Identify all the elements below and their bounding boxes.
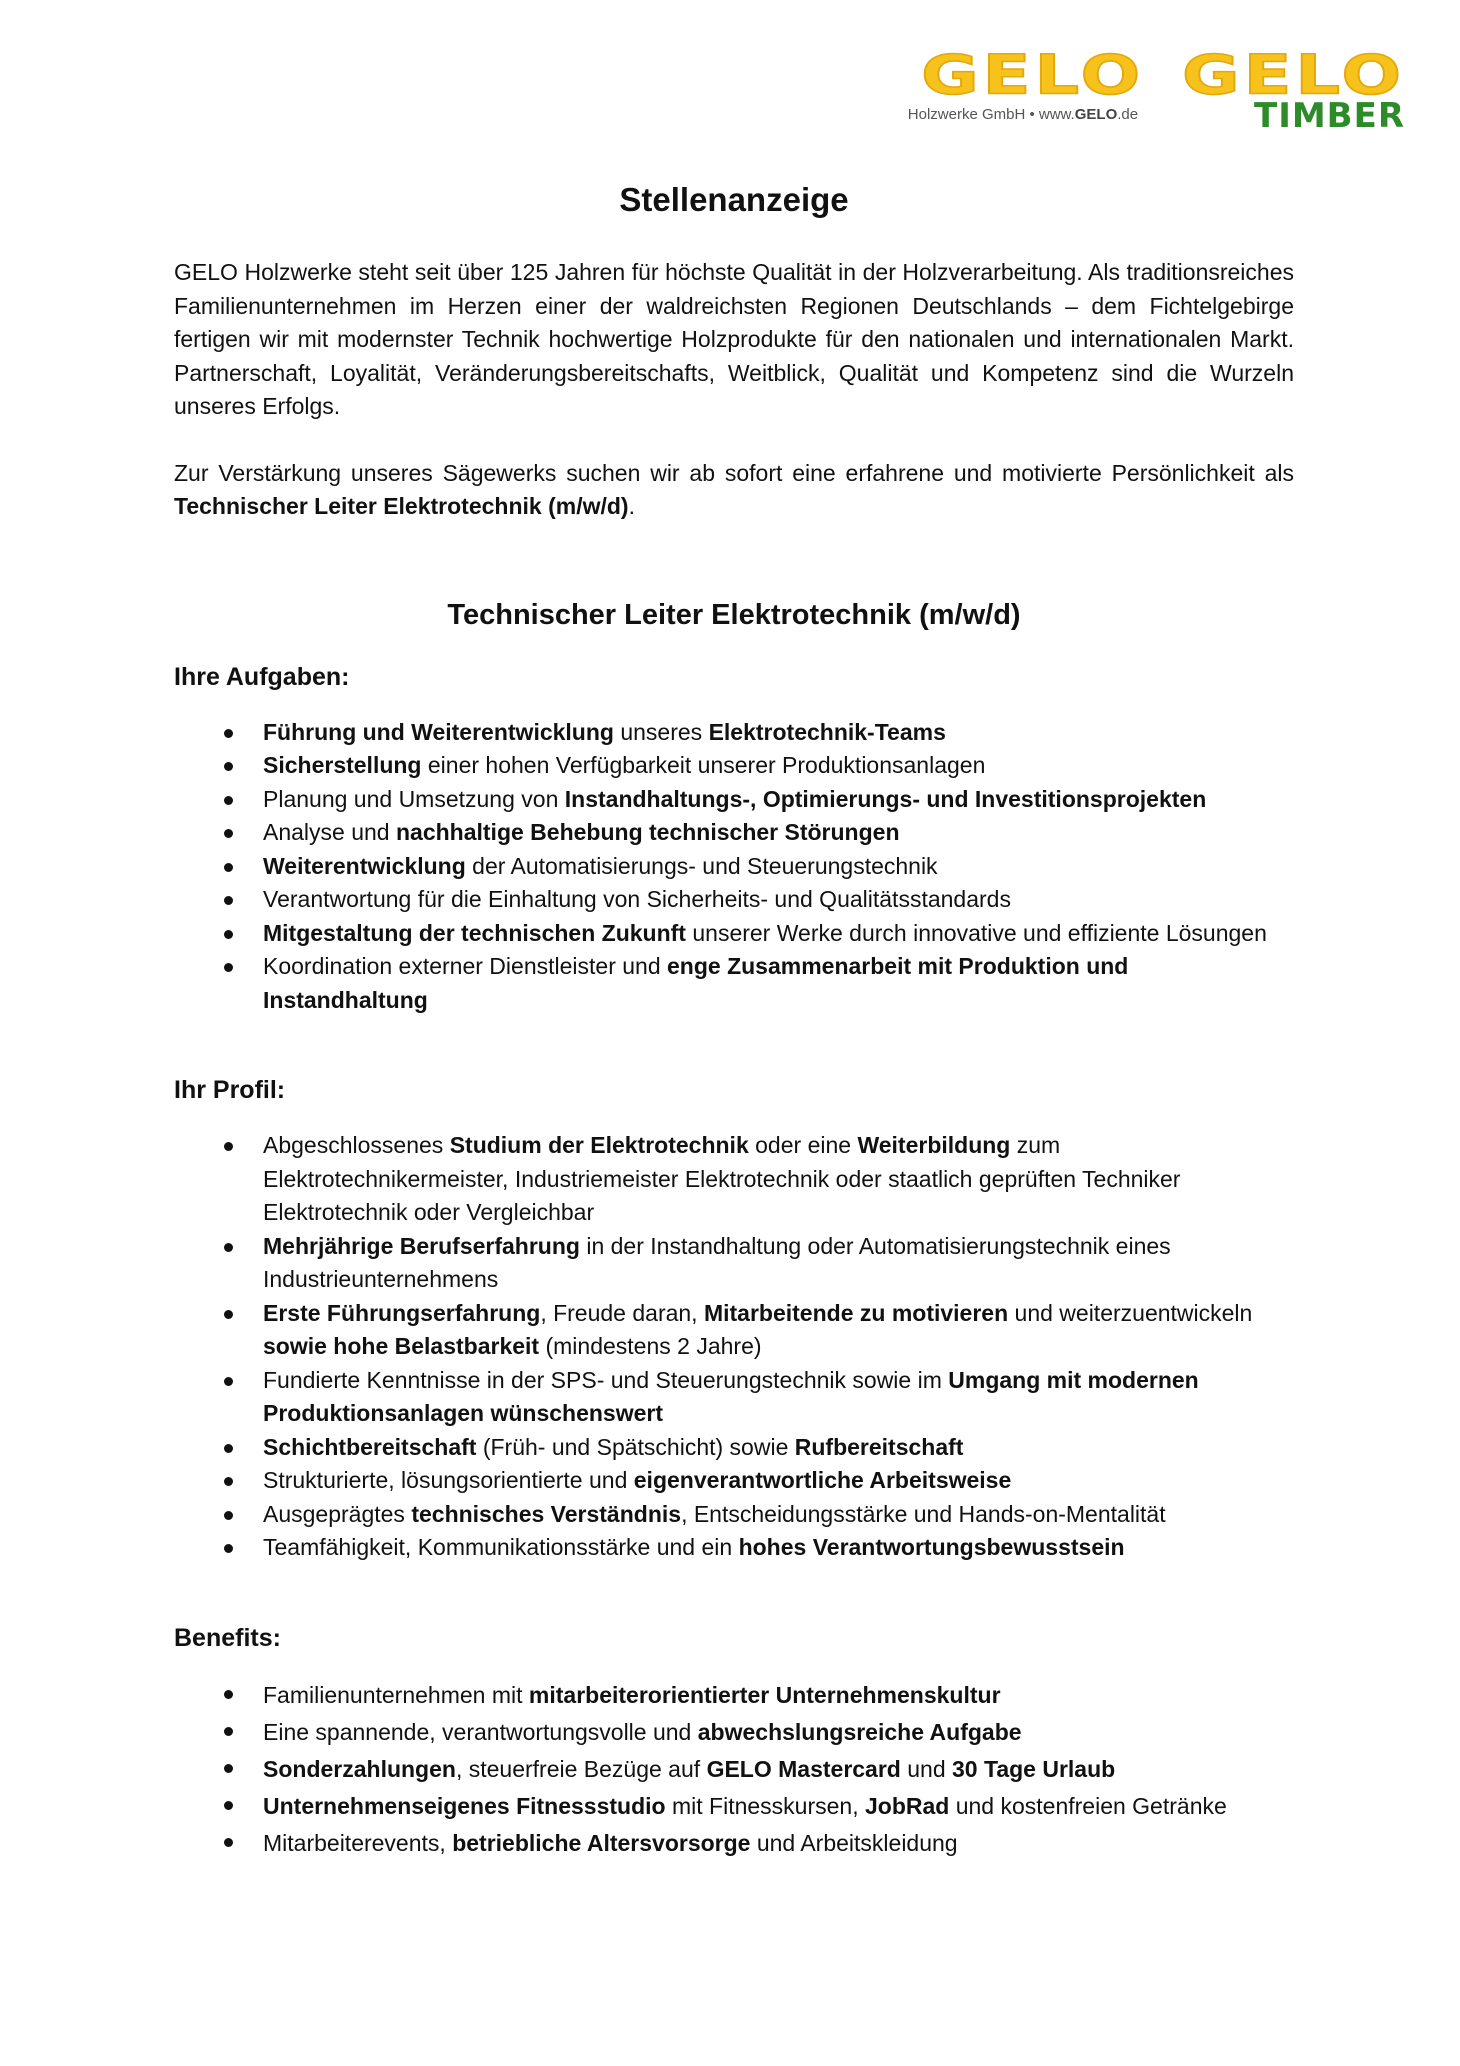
list-item bbox=[174, 1297, 1294, 1364]
list-item bbox=[174, 950, 1294, 1017]
header-logos bbox=[907, 42, 1405, 136]
text-run: Teamfähigkeit, Kommunikationsstärke und ein bbox=[263, 1534, 739, 1560]
list-item bbox=[174, 850, 1294, 884]
list-item bbox=[174, 1825, 1294, 1862]
bold-text: abwechslungsreiche Aufgabe bbox=[697, 1718, 1022, 1745]
text-run: der Automatisierungs- und Steuerungstechnik bbox=[465, 852, 938, 879]
text-run: mit Fitnesskursen, bbox=[665, 1792, 865, 1819]
bold-text: nachhaltige Behebung technischer Störungen bbox=[395, 819, 900, 845]
list-item bbox=[174, 917, 1294, 951]
list-item bbox=[174, 1364, 1294, 1431]
bold-text: Instandhaltungs-, Optimierungs- und Investitionsprojekten bbox=[564, 785, 1207, 812]
text-run: Eine spannende, verantwortungsvolle und bbox=[263, 1718, 698, 1745]
text-run: unseres bbox=[613, 718, 709, 745]
bold-text: Erste Führungserfahrung bbox=[263, 1299, 541, 1326]
bold-text: Sicherstellung bbox=[263, 752, 422, 778]
text-run: und kostenfreien Getränke bbox=[949, 1792, 1227, 1819]
text-run: Familienunternehmen mit bbox=[263, 1681, 529, 1708]
bold-text: 30 Tage Urlaub bbox=[952, 1755, 1116, 1782]
text-run: Fundierte Kenntnisse in der SPS- und Steuerungstechnik sowie im bbox=[263, 1366, 949, 1393]
text-run: und bbox=[900, 1755, 953, 1782]
list-item bbox=[174, 716, 1294, 750]
section-heading-profil: Ihr Profil: bbox=[174, 1076, 286, 1104]
bold-text: Studium der Elektrotechnik bbox=[449, 1132, 749, 1158]
list-item bbox=[174, 1464, 1294, 1498]
list-item bbox=[174, 1788, 1294, 1825]
list-item bbox=[174, 1677, 1294, 1714]
vacancy-paragraph: Zur Verstärkung unseres Sägewerks suchen wir ab sofort eine erfahrene und motivierte Persönlichkeit als Technischer Leiter Elektrotechnik (m/w/d). bbox=[174, 459, 1294, 519]
text-run: , steuerfreie Bezüge auf bbox=[455, 1755, 707, 1782]
list-item bbox=[174, 1531, 1294, 1565]
text-run: Analyse und bbox=[263, 819, 396, 845]
bold-text: Weiterentwicklung bbox=[263, 852, 466, 879]
page-title: Stellenanzeige bbox=[619, 181, 849, 218]
text-run: , Entscheidungsstärke und Hands-on-Mentalität bbox=[681, 1500, 1166, 1527]
bold-text: Führung und Weiterentwicklung bbox=[263, 718, 614, 745]
job-title: Technischer Leiter Elektrotechnik (m/w/d) bbox=[447, 598, 1021, 631]
list-aufgaben bbox=[174, 716, 1294, 1018]
bold-text: Weiterbildung bbox=[857, 1132, 1011, 1158]
list-item bbox=[174, 783, 1294, 817]
bold-text: hohes Verantwortungsbewusstsein bbox=[738, 1534, 1125, 1560]
timber-word: TIMBER bbox=[1254, 96, 1405, 136]
text-run: Planung und Umsetzung von bbox=[263, 785, 565, 812]
text-run: Koordination externer Dienstleister und bbox=[263, 953, 668, 979]
gelo-logo-word: GELO bbox=[921, 42, 1145, 107]
bold-text: betriebliche Altersvorsorge bbox=[452, 1829, 751, 1856]
list-item bbox=[174, 816, 1294, 850]
bold-text: eigenverantwortliche Arbeitsweise bbox=[633, 1467, 1012, 1493]
text-run: Strukturierte, lösungsorientierte und bbox=[263, 1467, 634, 1493]
text-run: (mindestens 2 Jahre) bbox=[539, 1333, 762, 1359]
gelo-timber-logo bbox=[1182, 42, 1405, 136]
intro-paragraph: GELO Holzwerke steht seit über 125 Jahren für höchste Qualität in der Holzverarbeitung. Als traditionsreiches Familienunternehmen im Herzen einer der waldreichsten Regionen Deutschlands – dem Fichtelgebirge fertigen wir mit modernster Technik hochwertige Holzprodukte für den nationalen und internationalen Markt. Partnerschaft, Loyalität, Veränderungsbereitschafts, Weitblick, Qualität und Kompetenz sind die Wurzeln unseres Erfolgs. bbox=[174, 259, 1294, 419]
text-run: Ausgeprägtes bbox=[263, 1500, 412, 1527]
text-run: einer hohen Verfügbarkeit unserer Produktionsanlagen bbox=[421, 752, 986, 778]
bold-text: Schichtbereitschaft bbox=[263, 1433, 477, 1460]
bold-text: sowie hohe Belastbarkeit bbox=[263, 1333, 540, 1359]
list-item bbox=[174, 1714, 1294, 1751]
text-run: Verantwortung für die Einhaltung von Sicherheits- und Qualitätsstandards bbox=[263, 886, 1011, 912]
bold-text: GELO Mastercard bbox=[706, 1755, 901, 1782]
text-run: (Früh- und Spätschicht) sowie bbox=[476, 1433, 795, 1460]
bold-text: Mitarbeitende zu motivieren bbox=[703, 1299, 1009, 1326]
list-item bbox=[174, 749, 1294, 783]
list-benefits bbox=[174, 1677, 1294, 1862]
list-item bbox=[174, 1498, 1294, 1532]
list-item bbox=[174, 1431, 1294, 1465]
bold-text: technisches Verständnis bbox=[411, 1500, 682, 1527]
text-run: zum Elektrotechnikermeister, Industriemeister Elektrotechnik oder staatlich geprüften Techniker Elektrotechnik oder Vergleichbar bbox=[263, 1132, 1181, 1225]
list-profil bbox=[174, 1129, 1294, 1565]
list-item bbox=[174, 1230, 1294, 1297]
bold-text: Unternehmenseigenes Fitnessstudio bbox=[263, 1792, 666, 1819]
bold-text: Rufbereitschaft bbox=[794, 1433, 964, 1460]
bold-text: Umgang mit modernen Produktionsanlagen wünschenswert bbox=[263, 1366, 1199, 1426]
bold-text: Elektrotechnik-Teams bbox=[708, 718, 946, 745]
gelo-holzwerke-logo bbox=[907, 42, 1145, 123]
list-item bbox=[174, 883, 1294, 917]
bold-text: mitarbeiterorientierter Unternehmenskultur bbox=[528, 1681, 1001, 1708]
text-run: und weiterzuentwickeln bbox=[1008, 1299, 1253, 1326]
list-item bbox=[174, 1751, 1294, 1788]
bold-text: Mitgestaltung der technischen Zukunft bbox=[263, 919, 686, 946]
text-run: und Arbeitskleidung bbox=[750, 1829, 958, 1856]
text-run: oder eine bbox=[748, 1132, 858, 1158]
gelo-timber-logo-word: GELO bbox=[1182, 42, 1405, 107]
section-heading-benefits: Benefits: bbox=[174, 1623, 281, 1652]
text-run: unserer Werke durch innovative und effiziente Lösungen bbox=[685, 919, 1267, 946]
job-posting bbox=[174, 170, 1294, 1862]
bold-text: Mehrjährige Berufserfahrung bbox=[263, 1232, 580, 1259]
bold-text: enge Zusammenarbeit mit Produktion und Instandhaltung bbox=[263, 953, 1129, 1013]
bold-text: Sonderzahlungen bbox=[263, 1755, 456, 1782]
section-heading-aufgaben: Ihre Aufgaben: bbox=[174, 662, 350, 691]
bold-text: JobRad bbox=[864, 1792, 950, 1819]
text-run: , Freude daran, bbox=[540, 1299, 704, 1326]
text-run: in der Instandhaltung oder Automatisierungstechnik eines Industrieunternehmens bbox=[263, 1232, 1171, 1292]
gelo-logo-subline: Holzwerke GmbH • www.GELO.de bbox=[907, 106, 1139, 123]
text-run: Mitarbeiterevents, bbox=[263, 1829, 453, 1856]
list-item bbox=[174, 1129, 1294, 1230]
text-run: Abgeschlossenes bbox=[263, 1132, 450, 1158]
